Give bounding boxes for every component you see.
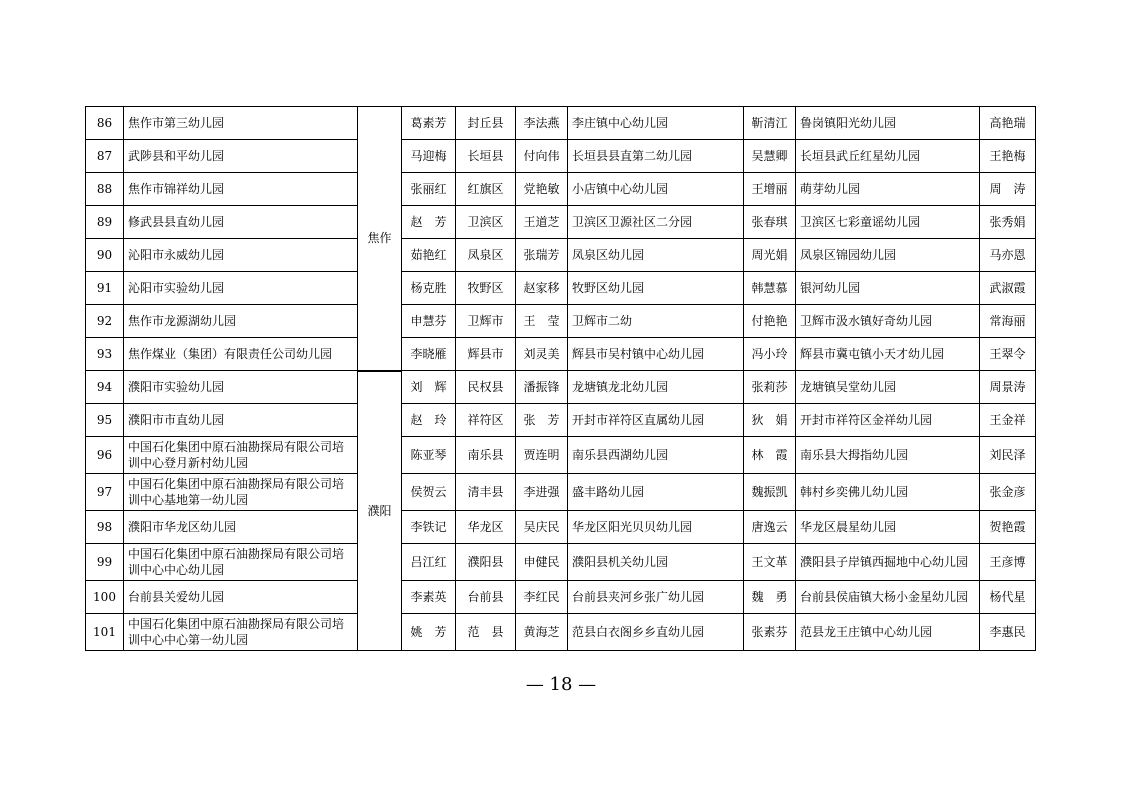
table-row — [86, 474, 1036, 511]
person-3: 林 霞 — [744, 437, 796, 474]
partner-kindergarten-2: 卫滨区七彩童谣幼儿园 — [796, 206, 980, 239]
person-2: 吴庆民 — [516, 511, 568, 544]
kindergarten-name: 焦作市龙源湖幼儿园 — [124, 305, 358, 338]
row-number: 89 — [86, 206, 124, 239]
person-4: 王艳梅 — [980, 140, 1036, 173]
county: 红旗区 — [456, 173, 516, 206]
partner-kindergarten-1: 卫辉市二幼 — [568, 305, 744, 338]
person-3: 魏振凯 — [744, 474, 796, 511]
table-body — [86, 107, 1036, 651]
kindergarten-name: 武陟县和平幼儿园 — [124, 140, 358, 173]
row-number: 101 — [86, 614, 124, 651]
table-row — [86, 140, 1036, 173]
person-4: 王彦博 — [980, 544, 1036, 581]
county: 卫辉市 — [456, 305, 516, 338]
person-3: 冯小玲 — [744, 338, 796, 371]
partner-kindergarten-1: 小店镇中心幼儿园 — [568, 173, 744, 206]
partner-kindergarten-2: 鲁岗镇阳光幼儿园 — [796, 107, 980, 140]
person-4: 贺艳霞 — [980, 511, 1036, 544]
page-number: — 18 — — [525, 674, 597, 695]
kindergarten-name: 濮阳市实验幼儿园 — [124, 371, 358, 404]
person-1: 吕江红 — [402, 544, 456, 581]
kindergarten-name: 中国石化集团中原石油勘探局有限公司培训中心中心幼儿园 — [124, 544, 358, 581]
person-4: 常海丽 — [980, 305, 1036, 338]
county: 凤泉区 — [456, 239, 516, 272]
person-1: 刘 辉 — [402, 371, 456, 404]
kindergarten-name: 沁阳市实验幼儿园 — [124, 272, 358, 305]
county: 长垣县 — [456, 140, 516, 173]
kindergarten-name: 修武县县直幼儿园 — [124, 206, 358, 239]
person-3: 王增丽 — [744, 173, 796, 206]
person-2: 张瑞芳 — [516, 239, 568, 272]
person-2: 黄海芝 — [516, 614, 568, 651]
row-number: 93 — [86, 338, 124, 371]
person-3: 付艳艳 — [744, 305, 796, 338]
partner-kindergarten-2: 台前县侯庙镇大杨小金星幼儿园 — [796, 581, 980, 614]
person-2: 张 芳 — [516, 404, 568, 437]
partner-kindergarten-2: 南乐县大拇指幼儿园 — [796, 437, 980, 474]
person-4: 李惠民 — [980, 614, 1036, 651]
partner-kindergarten-1: 龙塘镇龙北幼儿园 — [568, 371, 744, 404]
person-3: 周光娟 — [744, 239, 796, 272]
person-1: 李铁记 — [402, 511, 456, 544]
city-cell: 濮阳 — [358, 371, 402, 651]
person-4: 周景涛 — [980, 371, 1036, 404]
person-4: 张金彦 — [980, 474, 1036, 511]
partner-kindergarten-1: 南乐县西湖幼儿园 — [568, 437, 744, 474]
partner-kindergarten-1: 卫滨区卫源社区二分园 — [568, 206, 744, 239]
person-4: 武淑霞 — [980, 272, 1036, 305]
table-row — [86, 305, 1036, 338]
row-number: 90 — [86, 239, 124, 272]
person-2: 赵家移 — [516, 272, 568, 305]
partner-kindergarten-2: 凤泉区锦园幼儿园 — [796, 239, 980, 272]
person-1: 葛素芳 — [402, 107, 456, 140]
county: 南乐县 — [456, 437, 516, 474]
city-cell: 焦作 — [358, 107, 402, 371]
person-1: 马迎梅 — [402, 140, 456, 173]
partner-kindergarten-1: 长垣县县直第二幼儿园 — [568, 140, 744, 173]
row-number: 99 — [86, 544, 124, 581]
county: 清丰县 — [456, 474, 516, 511]
row-number: 96 — [86, 437, 124, 474]
person-4: 周 涛 — [980, 173, 1036, 206]
partner-kindergarten-2: 卫辉市汲水镇好奇幼儿园 — [796, 305, 980, 338]
county: 范 县 — [456, 614, 516, 651]
county: 卫滨区 — [456, 206, 516, 239]
kindergarten-name: 中国石化集团中原石油勘探局有限公司培训中心中心第一幼儿园 — [124, 614, 358, 651]
table-row — [86, 614, 1036, 651]
partner-kindergarten-2: 范县龙王庄镇中心幼儿园 — [796, 614, 980, 651]
table-row — [86, 511, 1036, 544]
kindergarten-name: 濮阳市市直幼儿园 — [124, 404, 358, 437]
kindergarten-name: 沁阳市永威幼儿园 — [124, 239, 358, 272]
person-2: 潘振锋 — [516, 371, 568, 404]
row-number: 94 — [86, 371, 124, 404]
table-row — [86, 206, 1036, 239]
person-2: 李红民 — [516, 581, 568, 614]
kindergarten-name: 焦作煤业（集团）有限责任公司幼儿园 — [124, 338, 358, 371]
row-number: 97 — [86, 474, 124, 511]
person-2: 付向伟 — [516, 140, 568, 173]
county: 辉县市 — [456, 338, 516, 371]
table-row — [86, 371, 1036, 404]
county: 牧野区 — [456, 272, 516, 305]
kindergarten-name: 濮阳市华龙区幼儿园 — [124, 511, 358, 544]
kindergarten-name: 焦作市第三幼儿园 — [124, 107, 358, 140]
table-row — [86, 544, 1036, 581]
person-1: 张丽红 — [402, 173, 456, 206]
partner-kindergarten-1: 盛丰路幼儿园 — [568, 474, 744, 511]
person-3: 吴慧卿 — [744, 140, 796, 173]
table-row — [86, 437, 1036, 474]
person-1: 赵 芳 — [402, 206, 456, 239]
county: 封丘县 — [456, 107, 516, 140]
partner-kindergarten-2: 韩村乡奕佛儿幼儿园 — [796, 474, 980, 511]
person-1: 侯贺云 — [402, 474, 456, 511]
person-2: 李进强 — [516, 474, 568, 511]
partner-kindergarten-1: 凤泉区幼儿园 — [568, 239, 744, 272]
county: 华龙区 — [456, 511, 516, 544]
person-4: 杨代星 — [980, 581, 1036, 614]
partner-kindergarten-2: 辉县市冀屯镇小天才幼儿园 — [796, 338, 980, 371]
person-4: 王金祥 — [980, 404, 1036, 437]
person-3: 张春琪 — [744, 206, 796, 239]
person-3: 狄 娟 — [744, 404, 796, 437]
person-1: 李晓雁 — [402, 338, 456, 371]
row-number: 92 — [86, 305, 124, 338]
row-number: 87 — [86, 140, 124, 173]
partner-kindergarten-2: 濮阳县子岸镇西掘地中心幼儿园 — [796, 544, 980, 581]
person-3: 韩慧慕 — [744, 272, 796, 305]
person-1: 陈亚琴 — [402, 437, 456, 474]
person-3: 唐逸云 — [744, 511, 796, 544]
table-row — [86, 272, 1036, 305]
person-1: 姚 芳 — [402, 614, 456, 651]
row-number: 98 — [86, 511, 124, 544]
person-2: 李法燕 — [516, 107, 568, 140]
person-4: 王翠令 — [980, 338, 1036, 371]
partner-kindergarten-2: 龙塘镇吴堂幼儿园 — [796, 371, 980, 404]
partner-kindergarten-2: 银河幼儿园 — [796, 272, 980, 305]
person-1: 申慧芬 — [402, 305, 456, 338]
kindergarten-name: 台前县关爱幼儿园 — [124, 581, 358, 614]
table-row — [86, 239, 1036, 272]
partner-kindergarten-1: 濮阳县机关幼儿园 — [568, 544, 744, 581]
row-number: 86 — [86, 107, 124, 140]
row-number: 95 — [86, 404, 124, 437]
table-row — [86, 107, 1036, 140]
person-3: 张素芬 — [744, 614, 796, 651]
county: 祥符区 — [456, 404, 516, 437]
kindergarten-name: 中国石化集团中原石油勘探局有限公司培训中心登月新村幼儿园 — [124, 437, 358, 474]
partner-kindergarten-2: 长垣县武丘红星幼儿园 — [796, 140, 980, 173]
partner-kindergarten-1: 牧野区幼儿园 — [568, 272, 744, 305]
person-3: 张莉莎 — [744, 371, 796, 404]
person-1: 茹艳红 — [402, 239, 456, 272]
person-2: 刘灵美 — [516, 338, 568, 371]
person-1: 李素英 — [402, 581, 456, 614]
row-number: 91 — [86, 272, 124, 305]
person-1: 杨克胜 — [402, 272, 456, 305]
row-number: 88 — [86, 173, 124, 206]
person-3: 王文革 — [744, 544, 796, 581]
kindergarten-name: 中国石化集团中原石油勘探局有限公司培训中心基地第一幼儿园 — [124, 474, 358, 511]
partner-kindergarten-1: 李庄镇中心幼儿园 — [568, 107, 744, 140]
person-2: 党艳敏 — [516, 173, 568, 206]
table-row — [86, 404, 1036, 437]
county: 民权县 — [456, 371, 516, 404]
table-row — [86, 581, 1036, 614]
partner-kindergarten-1: 开封市祥符区直属幼儿园 — [568, 404, 744, 437]
person-3: 魏 勇 — [744, 581, 796, 614]
partner-kindergarten-1: 华龙区阳光贝贝幼儿园 — [568, 511, 744, 544]
kindergarten-name: 焦作市锦祥幼儿园 — [124, 173, 358, 206]
person-4: 张秀娟 — [980, 206, 1036, 239]
person-1: 赵 玲 — [402, 404, 456, 437]
person-4: 刘民泽 — [980, 437, 1036, 474]
partner-kindergarten-2: 开封市祥符区金祥幼儿园 — [796, 404, 980, 437]
person-2: 王 莹 — [516, 305, 568, 338]
partner-kindergarten-2: 萌芽幼儿园 — [796, 173, 980, 206]
partner-kindergarten-2: 华龙区晨星幼儿园 — [796, 511, 980, 544]
partner-kindergarten-1: 范县白衣阁乡乡直幼儿园 — [568, 614, 744, 651]
kindergarten-pairing-table — [85, 106, 1036, 651]
table-row — [86, 173, 1036, 206]
person-2: 王道芝 — [516, 206, 568, 239]
county: 濮阳县 — [456, 544, 516, 581]
partner-kindergarten-1: 台前县夹河乡张广幼儿园 — [568, 581, 744, 614]
row-number: 100 — [86, 581, 124, 614]
table-row — [86, 338, 1036, 371]
partner-kindergarten-1: 辉县市吴村镇中心幼儿园 — [568, 338, 744, 371]
person-4: 高艳瑞 — [980, 107, 1036, 140]
person-2: 申健民 — [516, 544, 568, 581]
county: 台前县 — [456, 581, 516, 614]
person-2: 贾连明 — [516, 437, 568, 474]
person-4: 马亦恩 — [980, 239, 1036, 272]
person-3: 靳清江 — [744, 107, 796, 140]
